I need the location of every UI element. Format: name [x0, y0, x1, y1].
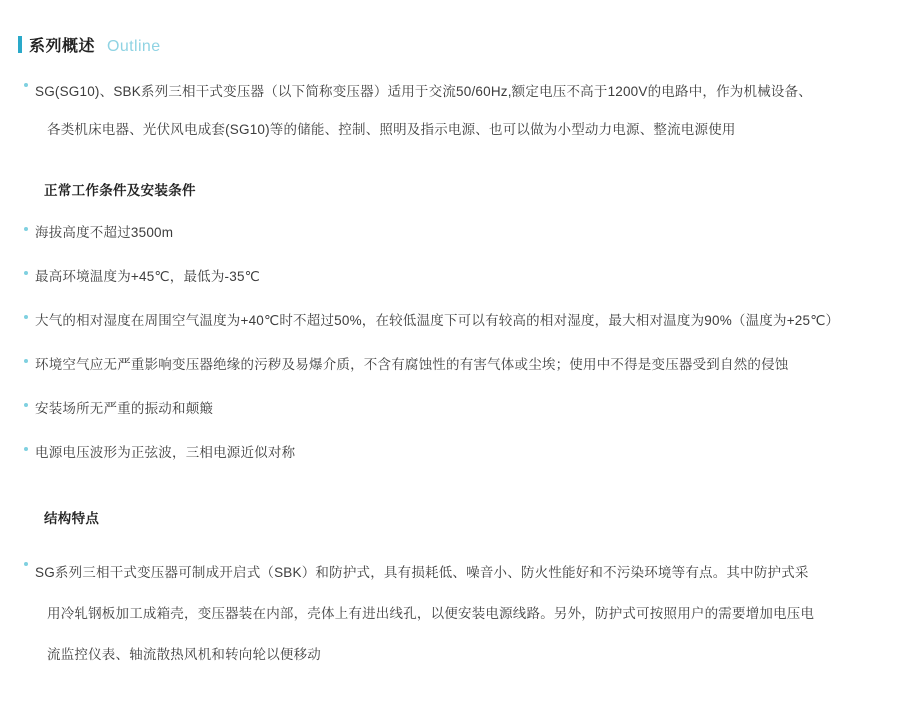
- bullet-dot-icon: [24, 447, 28, 451]
- accent-bar-icon: [18, 36, 22, 53]
- intro-line-1: SG(SG10)、SBK系列三相干式变压器（以下简称变压器）适用于交流50/60Hz,额定电压不高于1200V的电路中，作为机械设备、: [35, 84, 812, 99]
- bullet-dot-icon: [24, 315, 28, 319]
- structure-paragraph: [18, 552, 882, 675]
- bullet-dot-icon: [24, 271, 28, 275]
- structure-heading: 结构特点: [44, 511, 100, 526]
- list-item-label: 环境空气应无严重影响变压器绝缘的污秽及易爆介质，不含有腐蚀性的有害气体或尘埃；使用中不得是变压器受到自然的侵蚀: [35, 357, 789, 372]
- bullet-dot-icon: [24, 227, 28, 231]
- intro-text: [35, 73, 812, 149]
- conditions-heading: 正常工作条件及安装条件: [44, 183, 196, 198]
- page-title-english: Outline: [107, 38, 161, 55]
- structure-text: [35, 552, 814, 675]
- list-item-label: 最高环境温度为+45℃，最低为-35℃: [35, 269, 261, 284]
- list-item-label: 大气的相对湿度在周围空气温度为+40℃时不超过50%，在较低温度下可以有较高的相对湿度，最大相对温度为90%（温度为+25℃）: [35, 313, 840, 328]
- bullet-dot-icon: [24, 562, 28, 566]
- list-item: [18, 217, 882, 249]
- section-header: [18, 0, 882, 56]
- structure-line-2: 用冷轧钢板加工成箱壳，变压器装在内部，壳体上有进出线孔，以便安装电源线路。另外，防护式可按照用户的需要增加电压电: [47, 606, 815, 621]
- list-item-label: 电源电压波形为正弦波，三相电源近似对称: [35, 445, 296, 460]
- list-item: [18, 305, 882, 337]
- structure-line-3: 流监控仪表、轴流散热风机和转向轮以便移动: [47, 647, 321, 662]
- page-title: 系列概述: [29, 38, 96, 55]
- list-item-label: 安装场所无严重的振动和颠簸: [35, 401, 214, 416]
- bullet-dot-icon: [24, 83, 28, 87]
- structure-line-1: SG系列三相干式变压器可制成开启式（SBK）和防护式，具有损耗低、噪音小、防火性能好和不污染环境等有点。其中防护式采: [35, 565, 809, 580]
- intro-paragraph: [18, 73, 882, 149]
- list-item: [18, 437, 882, 469]
- list-item: [18, 393, 882, 425]
- bullet-dot-icon: [24, 359, 28, 363]
- intro-line-2: 各类机床电器、光伏风电成套(SG10)等的储能、控制、照明及指示电源、也可以做为小型动力电源、整流电源使用: [47, 122, 736, 137]
- conditions-list: [18, 217, 882, 469]
- list-item: [18, 261, 882, 293]
- list-item-label: 海拔高度不超过3500m: [35, 225, 174, 240]
- list-item: [18, 349, 882, 381]
- bullet-dot-icon: [24, 403, 28, 407]
